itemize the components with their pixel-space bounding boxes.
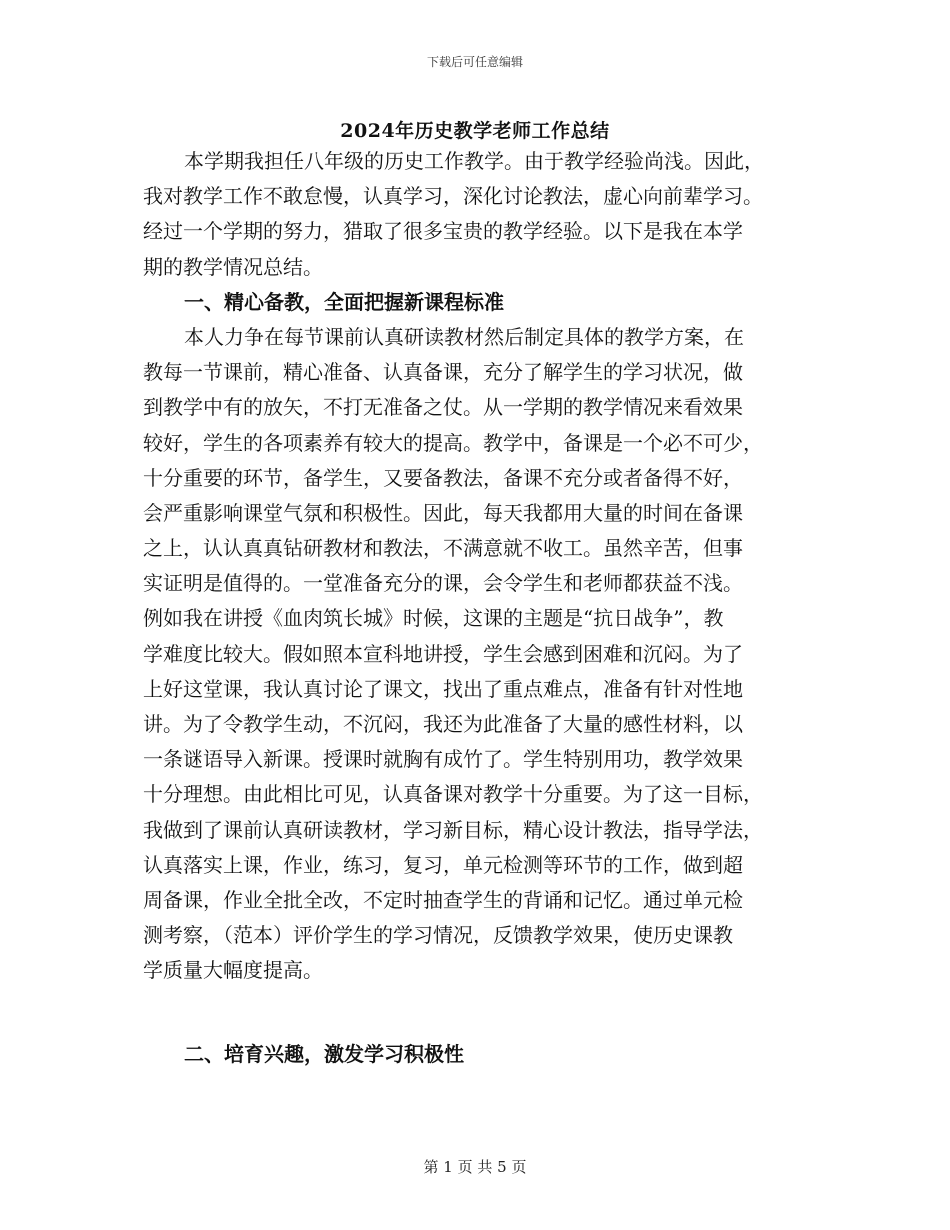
paragraph-line: 学质量大幅度提高。 <box>143 958 323 983</box>
paragraph-line: 学难度比较大。假如照本宣科地讲授，学生会感到困难和沉闷。为了 <box>143 641 743 666</box>
document-body <box>143 144 807 989</box>
paragraph-line: 一条谜语导入新课。授课时就胸有成竹了。学生特别用功，教学效果 <box>143 747 743 772</box>
paragraph-line: 测考察，（范本）评价学生的学习情况，反馈教学效果，使历史课教 <box>143 923 733 948</box>
paragraph-line: 较好，学生的各项素养有较大的提高。教学中，备课是一个必不可少， <box>143 430 763 455</box>
paragraph-line: 我做到了课前认真研读教材，学习新目标，精心设计教法，指导学法， <box>143 817 763 842</box>
page-header-note: 下载后可任意编辑 <box>426 55 523 69</box>
paragraph-line: 之上，认认真真钻研教材和教法，不满意就不收工。虽然辛苦，但事 <box>143 536 743 561</box>
paragraph-line: 会严重影响课堂气氛和积极性。因此，每天我都用大量的时间在备课 <box>143 500 743 525</box>
paragraph-line: 十分重要的环节，备学生，又要备教法，备课不充分或者备得不好， <box>143 465 743 490</box>
paragraph-line: 我对教学工作不敢怠慢，认真学习，深化讨论教法，虚心向前辈学习。 <box>143 184 763 209</box>
paragraph-line: 本人力争在每节课前认真研读教材然后制定具体的教学方案，在 <box>184 324 744 349</box>
paragraph-line: 讲。为了令教学生动，不沉闷，我还为此准备了大量的感性材料，以 <box>143 712 743 736</box>
paragraph-line: 认真落实上课，作业，练习，复习，单元检测等环节的工作，做到超 <box>143 852 743 877</box>
paragraph-line: 经过一个学期的努力，猎取了很多宝贵的教学经验。以下是我在本学 <box>143 219 743 244</box>
paragraph-line: 例如我在讲授《血肉筑长城》时候，这课的主题是“抗日战争”，教 <box>143 606 724 631</box>
paragraph-line: 十分理想。由此相比可见，认真备课对教学十分重要。为了这一目标， <box>143 782 763 807</box>
section-heading: 二、培育兴趣，激发学习积极性 <box>184 1042 464 1066</box>
paragraph-line: 上好这堂课，我认真讨论了课文，找出了重点难点，准备有针对性地 <box>143 676 743 701</box>
paragraph-line: 周备课，作业全批全改，不定时抽查学生的背诵和记忆。通过单元检 <box>143 887 743 912</box>
page-footer-pagination: 第 1 页 共 5 页 <box>423 1158 527 1176</box>
paragraph-line: 教每一节课前，精心准备、认真备课，充分了解学生的学习状况，做 <box>143 360 743 385</box>
paragraph-line: 到教学中有的放矢，不打无准备之仗。从一学期的教学情况来看效果 <box>143 395 743 420</box>
paragraph-line: 本学期我担任八年级的历史工作教学。由于教学经验尚浅。因此， <box>184 149 764 173</box>
document-title: 2024年历史教学老师工作总结 <box>340 120 610 142</box>
section-heading: 一、精心备教，全面把握新课程标准 <box>184 289 504 314</box>
paragraph-line: 实证明是值得的。一堂准备充分的课，会令学生和老师都获益不浅。 <box>143 571 743 596</box>
paragraph-line: 期的教学情况总结。 <box>143 254 323 279</box>
